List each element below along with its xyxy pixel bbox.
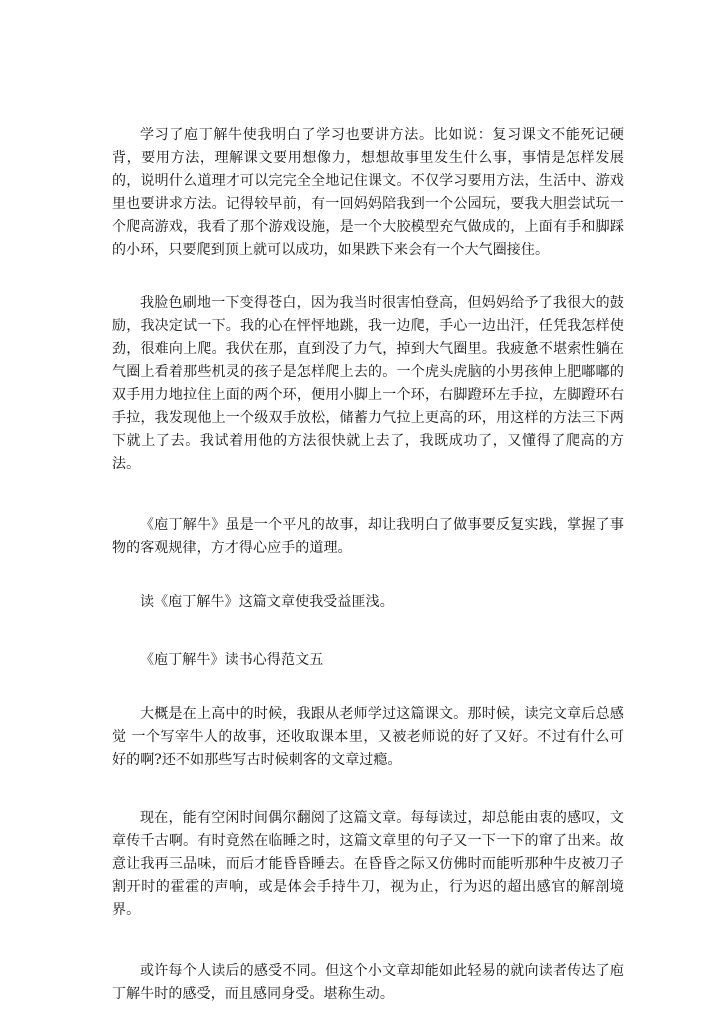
paragraph-story-lesson: 《庖丁解牛》虽是一个平凡的故事，却让我明白了做事要反复实践，掌握了事物的客观规律，方才得心应手的道理。 [112, 517, 624, 556]
paragraph-rereading: 现在，能有空闲时间偶尔翻阅了这篇文章。每每读过，却总能由衷的感叹，文章传千古啊。有时竟然在临睡之时，这篇文章里的句子又一下一下的窜了出来。故意让我再三品味，而后才能昏昏睡去。在昏昏之际又仿佛时而能听那种牛皮被刀子割开时的霍霍的声响，或是体会手持牛刀，视为止，行为迟的超出感官的解剖境界。 [112, 810, 624, 918]
paragraph-climbing-story: 我脸色刷地一下变得苍白，因为我当时很害怕登高，但妈妈给予了我很大的鼓励，我决定试一下。我的心在怦怦地跳，我一边爬，手心一边出汗，任凭我怎样使劲，很难向上爬。我伏在那，直到没了力气，掉到大气圈里。我疲惫不堪索性躺在气圈上看着那些机灵的孩子是怎样爬上去的。一个虎头虎脑的小男孩伸上肥嘟嘟的双手用力地拉住上面的两个环，便用小脚上一个环，右脚蹬环左手拉，左脚蹬环右手拉，我发现他上一个级双手放松，储蓄力气拉上更高的环，用这样的方法三下两下就上了去。我试着用他的方法很快就上去了，我既成功了，又懂得了爬高的方法。 [112, 295, 624, 472]
document-body [112, 124, 624, 1006]
paragraph-method-learning: 学习了庖丁解牛使我明白了学习也要讲方法。比如说：复习课文不能死记硬背，要用方法，理解课文要用想像力，想想故事里发生什么事，事情是怎样发展的，说明什么道理才可以完完全全地记住课文。不仅学习要用方法，生活中、游戏里也要讲求方法。记得较早前，有一回妈妈陪我到一个公园玩，要我大胆尝试玩一个爬高游戏，我看了那个游戏设施，是一个大胶模型充气做成的，上面有手和脚踩的小环，只要爬到顶上就可以成功，如果跌下来会有一个大气圈接住。 [112, 127, 624, 258]
paragraph-reader-feeling: 或许每个人读后的感受不同。但这个小文章却能如此轻易的就向读者传达了庖丁解牛时的感受，而且感同身受。堪称生动。 [112, 963, 624, 1002]
section-heading: 《庖丁解牛》读书心得范文五 [140, 652, 324, 668]
paragraph-benefit: 读《庖丁解牛》这篇文章使我受益匪浅。 [140, 594, 394, 610]
paragraph-high-school-memory: 大概是在上高中的时候，我跟从老师学过这篇课文。那时候，读完文章后总感觉 一个写宰牛人的故事，还收取课本里，又被老师说的好了又好。不过有什么可好的啊?还不如那些写古时候刺客的文章过瘾。 [112, 706, 624, 768]
